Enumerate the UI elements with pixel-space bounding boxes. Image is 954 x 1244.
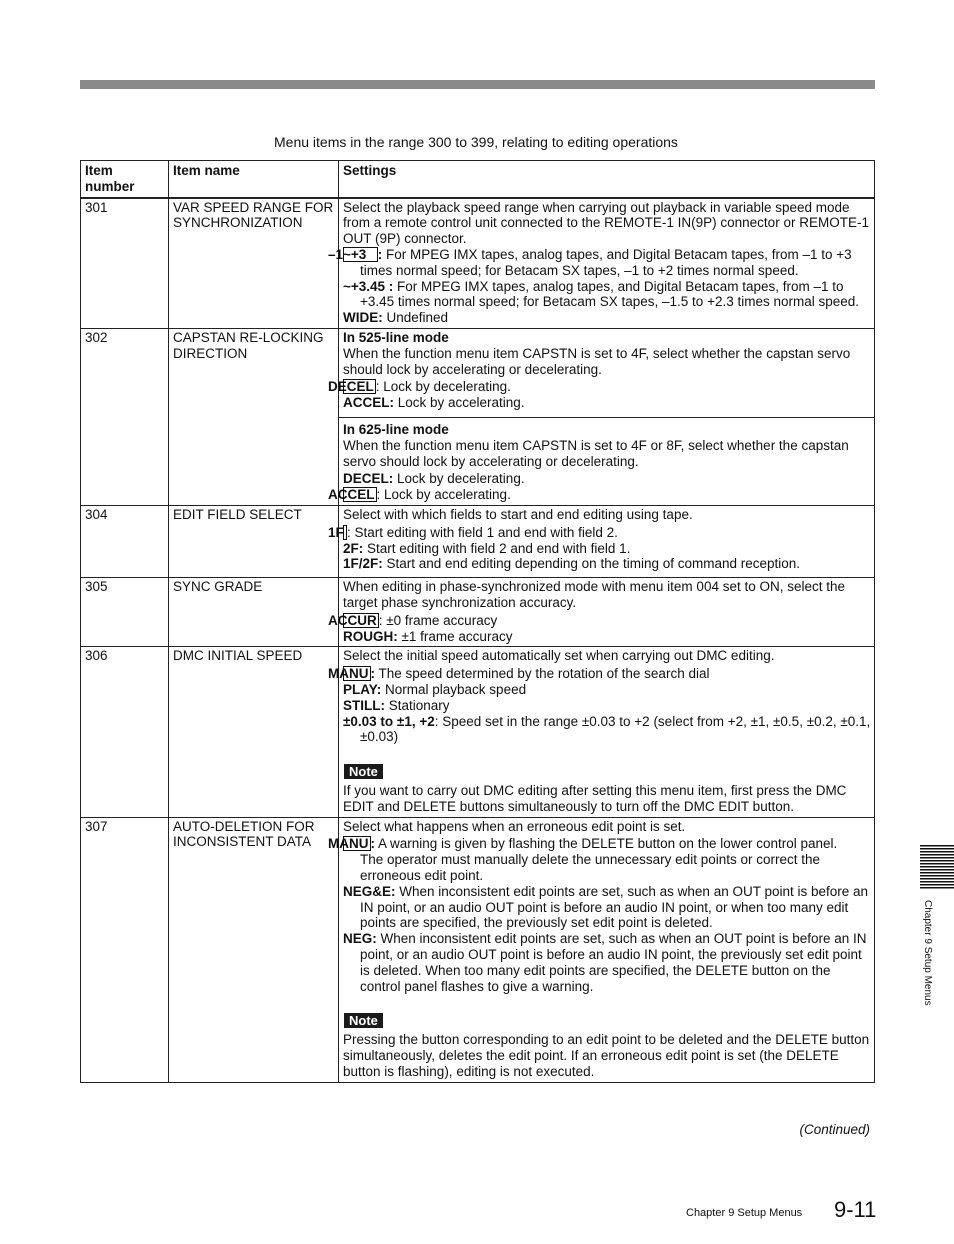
option-entry bbox=[343, 629, 871, 645]
option-description: ±1 frame accuracy bbox=[397, 628, 513, 644]
item-number: 307 bbox=[81, 817, 169, 1082]
option-entry bbox=[328, 379, 871, 395]
option-description: Normal playback speed bbox=[381, 681, 527, 697]
option-key: 2F: bbox=[343, 540, 364, 556]
option-description: : Start editing with field 1 and end with field 2. bbox=[347, 524, 618, 540]
option-entry bbox=[343, 310, 871, 326]
default-option-key: ACCEL bbox=[328, 487, 375, 503]
item-name: AUTO-DELETION FOR INCONSISTENT DATA bbox=[169, 817, 339, 1082]
option-description: For MPEG IMX tapes, analog tapes, and Digital Betacam tapes, from –1 to +3.45 times normal speed; for Betacam SX tapes, –1.5 to +2.3 times normal speed. bbox=[360, 278, 860, 310]
item-name: DMC INITIAL SPEED bbox=[169, 647, 339, 817]
side-chapter-label: Chapter 9 Setup Menus bbox=[922, 900, 933, 1006]
note-label: Note bbox=[344, 764, 383, 779]
option-key: ACCEL: bbox=[343, 395, 394, 411]
settings-description: When the function menu item CAPSTN is set to 4F or 8F, select whether the capstan servo should lock by accelerating or decelerating. bbox=[343, 437, 849, 469]
option-entry bbox=[328, 487, 871, 503]
option-separator: : bbox=[377, 246, 383, 262]
default-option-key: –1~+3 bbox=[343, 247, 378, 262]
option-entry bbox=[343, 714, 871, 746]
default-option-key: 1F bbox=[343, 525, 347, 540]
option-key: PLAY: bbox=[343, 681, 382, 697]
note-text: Pressing the button corresponding to an edit point to be deleted and the DELETE button simultaneously, deletes the edit point. If an erroneous edit point is set (the DELETE button is flashing), editing is not executed. bbox=[343, 1032, 870, 1080]
table-row bbox=[81, 198, 875, 329]
header-rule bbox=[80, 80, 875, 89]
item-settings bbox=[328, 328, 875, 505]
option-entry bbox=[328, 666, 871, 682]
table-row bbox=[81, 817, 875, 1082]
option-description: Undefined bbox=[382, 310, 449, 326]
footer-chapter: Chapter 9 Setup Menus bbox=[686, 1207, 803, 1219]
item-number: 305 bbox=[81, 578, 169, 647]
note-text: If you want to carry out DMC editing after setting this menu item, first press the DMC EDIT and DELETE buttons simultaneously to turn off the DMC EDIT button. bbox=[343, 783, 847, 814]
mode-heading: In 625-line mode bbox=[343, 421, 449, 437]
table-row bbox=[81, 578, 875, 647]
option-entry bbox=[328, 246, 871, 279]
option-key: NEG: bbox=[343, 931, 377, 947]
settings-description: When the function menu item CAPSTN is set to 4F, select whether the capstan servo should lock by accelerating or decelerating. bbox=[343, 345, 851, 377]
mode-section bbox=[328, 417, 874, 503]
option-extra: The operator must manually delete the unnecessary edit points or correct the erroneous edit point. bbox=[360, 852, 820, 884]
item-number: 302 bbox=[81, 328, 169, 505]
item-number: 306 bbox=[81, 647, 169, 817]
option-description: When inconsistent edit points are set, such as when an OUT point is before an IN point, or an audio OUT point is before an audio IN point, or when too many edit points are specified, the previously set edit point is deleted. bbox=[360, 883, 869, 931]
default-option-key: ACCUR bbox=[328, 612, 377, 628]
default-option-key: MANU bbox=[328, 666, 369, 682]
option-description: : Lock by accelerating. bbox=[376, 487, 511, 503]
option-description: Start and end editing depending on the timing of command reception. bbox=[382, 556, 801, 572]
item-settings bbox=[328, 578, 875, 647]
item-settings bbox=[328, 817, 875, 1082]
option-key: ~+3.45 : bbox=[343, 278, 394, 294]
option-key: WIDE: bbox=[343, 310, 383, 326]
default-option-key: DECEL bbox=[328, 379, 374, 395]
option-description: : Speed set in the range ±0.03 to +2 (select from +2, ±1, ±0.5, ±0.2, ±0.1, ±0.03) bbox=[360, 713, 871, 745]
option-description: : ±0 frame accuracy bbox=[378, 612, 498, 628]
item-name: CAPSTAN RE-LOCKING DIRECTION bbox=[169, 328, 339, 505]
option-entry bbox=[343, 931, 871, 994]
settings-description: Select the initial speed automatically set when carrying out DMC editing. bbox=[343, 648, 775, 664]
option-key: DECEL: bbox=[343, 471, 394, 487]
option-entry bbox=[343, 395, 871, 411]
table-row bbox=[81, 647, 875, 817]
option-key: STILL: bbox=[343, 697, 385, 713]
option-description: Stationary bbox=[385, 697, 450, 713]
option-description: Lock by accelerating. bbox=[394, 395, 525, 411]
column-header-item-number: Item number bbox=[81, 161, 169, 198]
column-header-item-name: Item name bbox=[169, 161, 339, 198]
option-entry bbox=[343, 556, 871, 572]
column-header-settings: Settings bbox=[339, 161, 875, 198]
default-option-key: MANU bbox=[328, 836, 369, 852]
table-caption: Menu items in the range 300 to 399, relating to editing operations bbox=[274, 134, 678, 150]
chapter-thumb-index bbox=[920, 845, 954, 889]
option-separator: : bbox=[370, 836, 375, 852]
item-name: SYNC GRADE bbox=[169, 578, 339, 647]
item-settings bbox=[328, 505, 875, 577]
settings-description: Select with which fields to start and end editing using tape. bbox=[343, 506, 693, 522]
option-description: For MPEG IMX tapes, analog tapes, and Digital Betacam tapes, from –1 to +3 times normal speed; for Betacam SX tapes, –1 to +2 times normal speed. bbox=[360, 246, 852, 278]
option-entry bbox=[343, 884, 871, 931]
item-number: 304 bbox=[81, 505, 169, 577]
option-entry bbox=[328, 612, 871, 629]
option-separator: : bbox=[370, 666, 375, 682]
option-entry bbox=[343, 279, 871, 311]
option-entry bbox=[328, 524, 871, 541]
option-entry bbox=[343, 698, 871, 714]
option-description: Lock by decelerating. bbox=[393, 471, 525, 487]
item-number: 301 bbox=[81, 198, 169, 329]
option-entry bbox=[343, 682, 871, 698]
item-settings bbox=[328, 198, 875, 329]
option-key: 1F/2F: bbox=[343, 556, 383, 572]
item-name: VAR SPEED RANGE FOR SYNCHRONIZATION bbox=[169, 198, 339, 329]
settings-description: Select the playback speed range when carrying out playback in variable speed mode from a remote control unit connected to the REMOTE-1 IN(9P) connector or REMOTE-1 OUT (9P) connector. bbox=[343, 199, 869, 247]
option-key: ROUGH: bbox=[343, 628, 398, 644]
page-number: 9-11 bbox=[834, 1197, 877, 1222]
option-description: : Lock by decelerating. bbox=[375, 379, 511, 395]
item-name: EDIT FIELD SELECT bbox=[169, 505, 339, 577]
side-chapter-tab bbox=[921, 900, 935, 1040]
option-key: ±0.03 to ±1, +2 bbox=[343, 713, 435, 729]
option-entry bbox=[343, 471, 871, 487]
mode-heading: In 525-line mode bbox=[343, 329, 449, 345]
option-entry bbox=[328, 836, 871, 852]
option-key: NEG&E: bbox=[343, 883, 396, 899]
table-row bbox=[81, 328, 875, 505]
option-description: When inconsistent edit points are set, such as when an OUT point is before an IN point, or an audio OUT point is before an audio IN point, the previously set edit point is deleted. When too many edit points are specified, the DELETE button on the control panel flashes to give a warning. bbox=[360, 931, 867, 994]
table-row bbox=[81, 505, 875, 577]
table-header-row bbox=[81, 161, 875, 198]
note-label: Note bbox=[344, 1013, 383, 1028]
settings-description: Select what happens when an erroneous edit point is set. bbox=[343, 818, 686, 834]
settings-table bbox=[80, 160, 875, 1083]
item-settings bbox=[328, 647, 875, 817]
option-description: The speed determined by the rotation of the search dial bbox=[375, 666, 710, 682]
option-entry bbox=[343, 541, 871, 557]
settings-description: When editing in phase-synchronized mode with menu item 004 set to ON, select the target phase synchronization accuracy. bbox=[343, 579, 846, 610]
continued-label: (Continued) bbox=[799, 1122, 870, 1137]
option-description: Start editing with field 2 and end with field 1. bbox=[363, 540, 631, 556]
option-description: A warning is given by flashing the DELETE button on the lower control panel. bbox=[375, 836, 838, 852]
